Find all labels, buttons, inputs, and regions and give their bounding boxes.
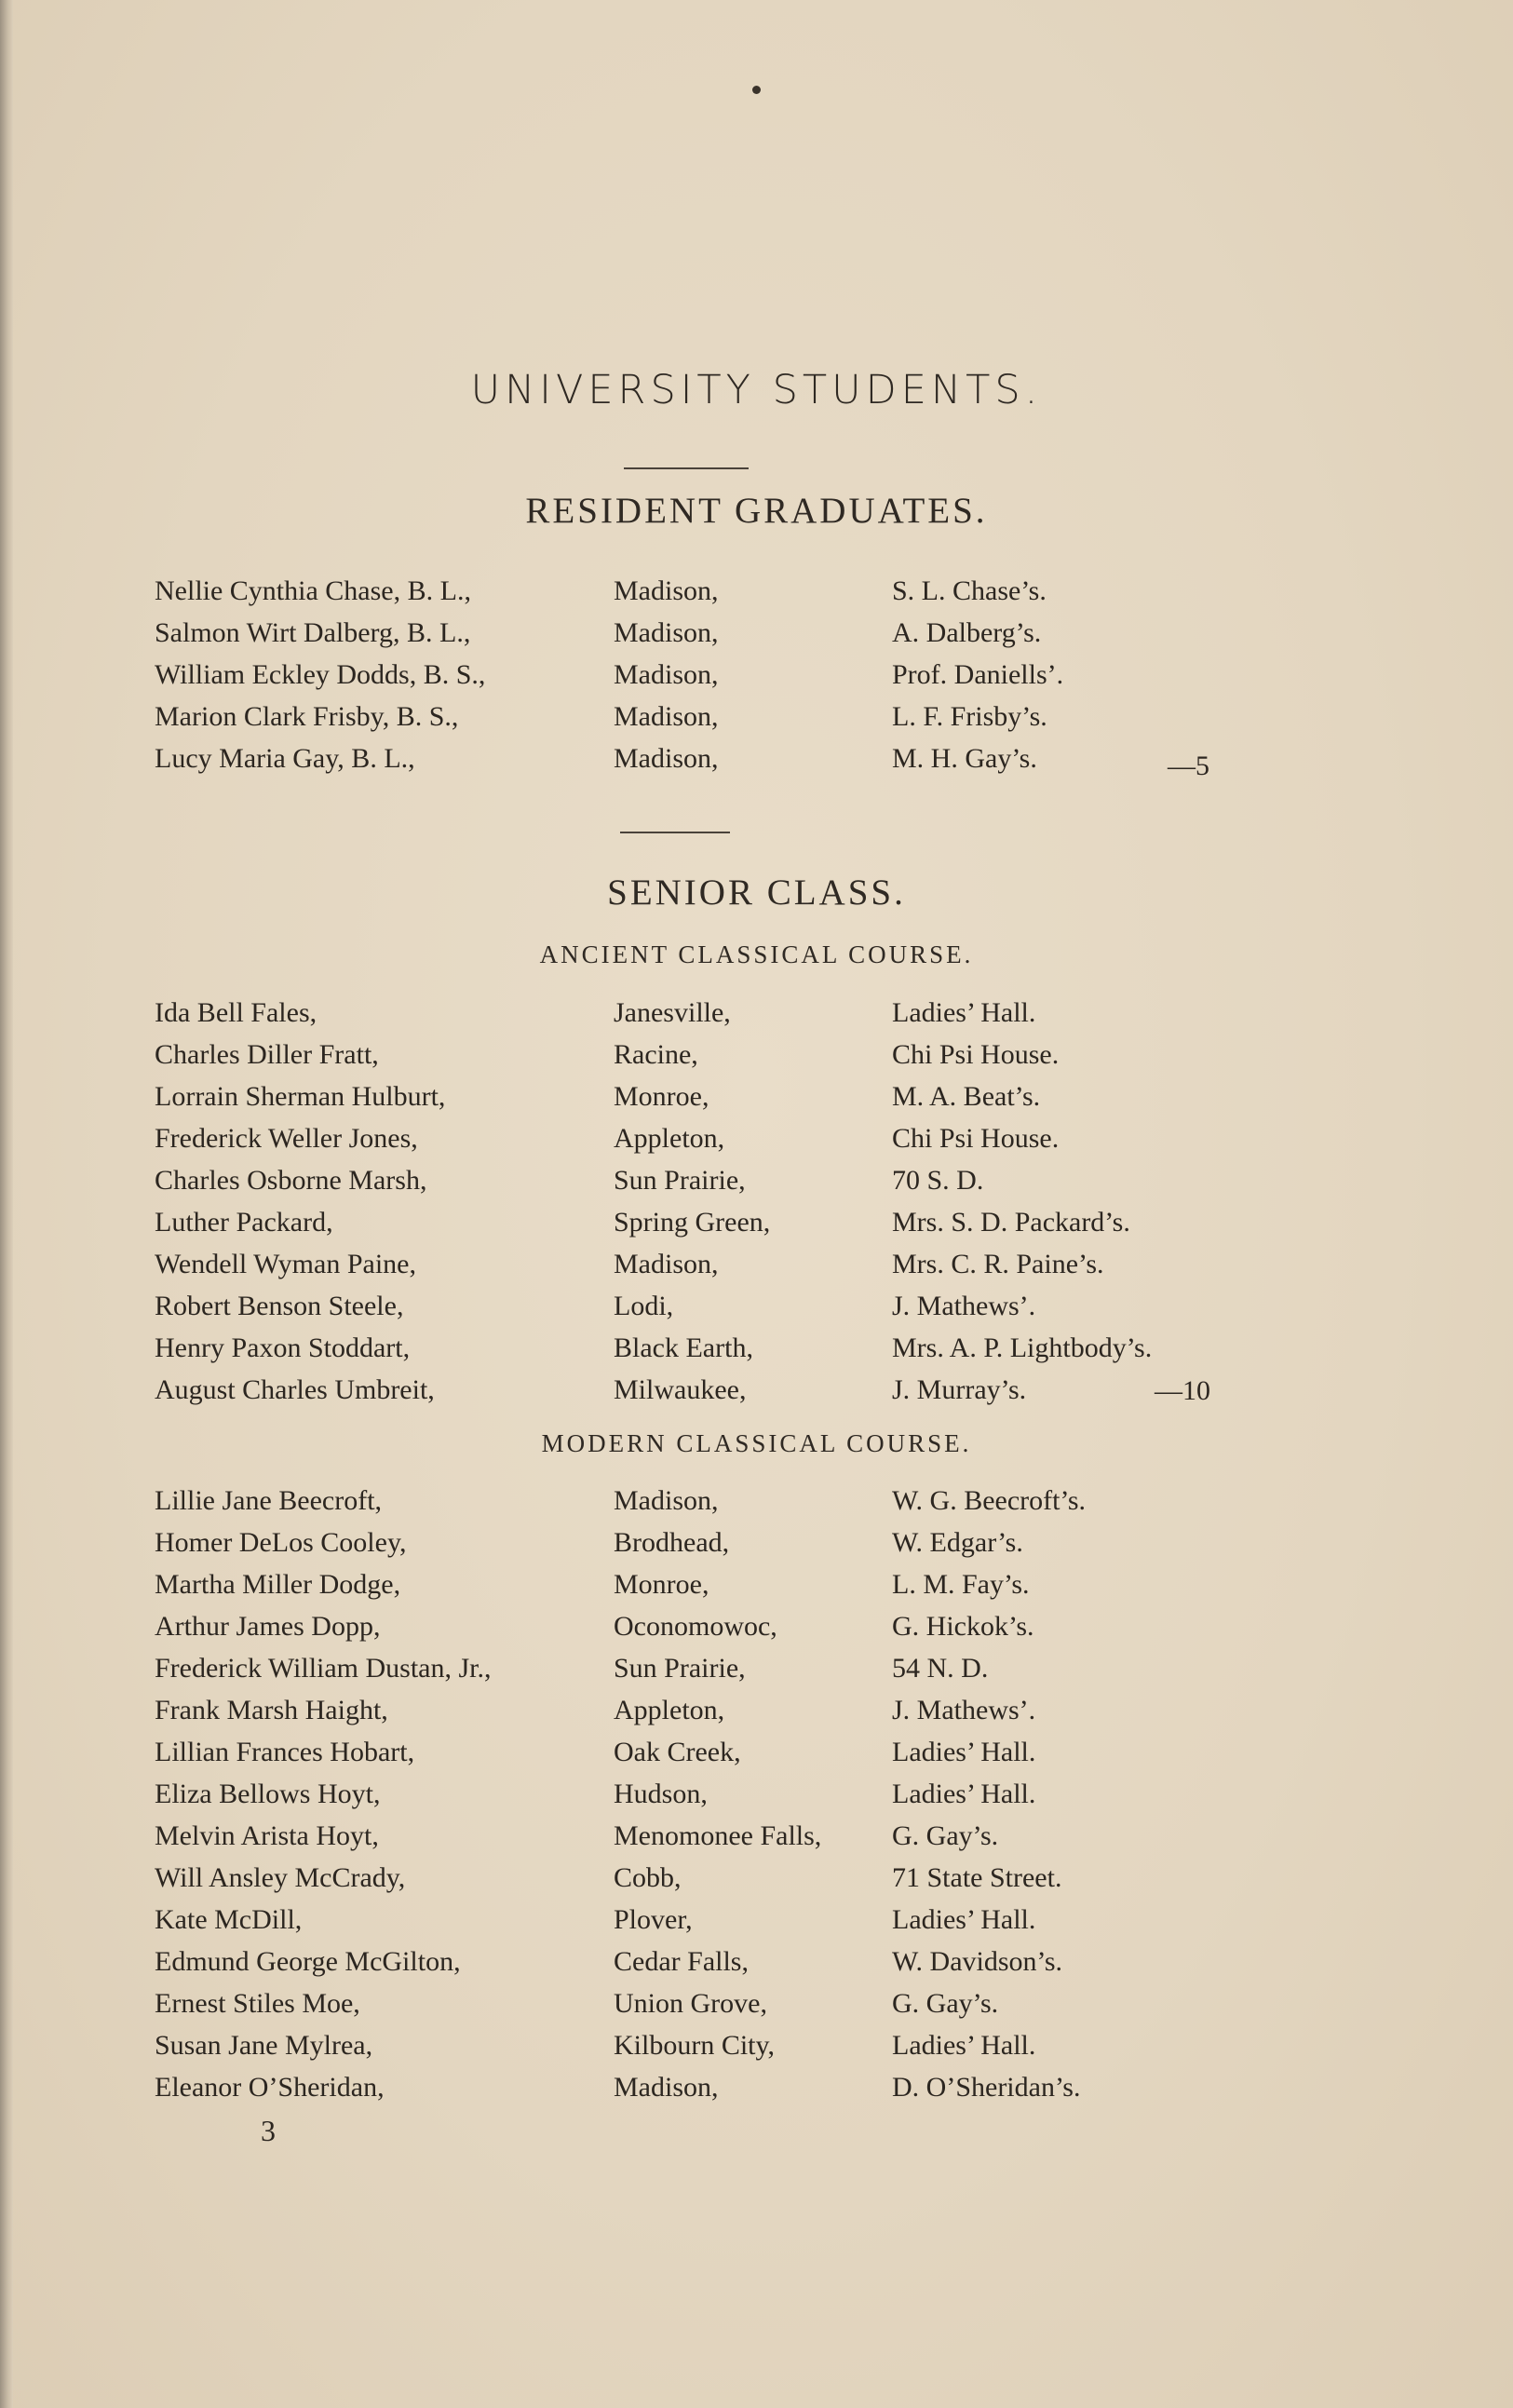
student-row	[0, 1118, 1513, 1159]
student-name: Martha Miller Dodge,	[155, 1569, 401, 1600]
student-town: Oconomowoc,	[614, 1611, 777, 1642]
student-residence: 70 S. D.	[892, 1165, 984, 1196]
student-town: Madison,	[614, 659, 719, 690]
student-residence: Chi Psi House.	[892, 1123, 1060, 1154]
student-residence: 54 N. D.	[892, 1653, 989, 1684]
student-residence: A. Dalberg’s.	[892, 617, 1042, 648]
student-name: Edmund George McGilton,	[155, 1946, 461, 1977]
student-name: William Eckley Dodds, B. S.,	[155, 659, 486, 690]
student-residence: Chi Psi House.	[892, 1039, 1060, 1070]
student-row	[0, 738, 1513, 779]
student-town: Monroe,	[614, 1081, 709, 1112]
student-row	[0, 2025, 1513, 2066]
student-row	[0, 1983, 1513, 2024]
section-rule	[624, 467, 749, 469]
student-town: Janesville,	[614, 997, 731, 1028]
student-residence: Prof. Daniells’.	[892, 659, 1064, 690]
ancient-course-heading: ANCIENT CLASSICAL COURSE.	[539, 940, 974, 968]
student-row	[0, 655, 1513, 696]
student-town: Menomonee Falls,	[614, 1820, 822, 1851]
page-title: UNIVERSITY STUDENTS.	[470, 367, 1043, 413]
student-town: Madison,	[614, 1249, 719, 1279]
student-residence: G. Gay’s.	[892, 1988, 999, 2019]
ink-dot	[752, 86, 761, 94]
student-row	[0, 1035, 1513, 1075]
student-row	[0, 993, 1513, 1034]
resident-count: —5	[1168, 751, 1209, 781]
student-town: Kilbourn City,	[614, 2030, 776, 2061]
student-town: Sun Prairie,	[614, 1165, 746, 1196]
student-name: Eleanor O’Sheridan,	[155, 2072, 385, 2103]
student-residence: D. O’Sheridan’s.	[892, 2072, 1081, 2103]
student-row	[0, 1522, 1513, 1563]
student-town: Sun Prairie,	[614, 1653, 746, 1684]
student-town: Plover,	[614, 1904, 693, 1935]
student-name: Susan Jane Mylrea,	[155, 2030, 373, 2061]
student-town: Union Grove,	[614, 1988, 767, 2019]
student-residence: J. Mathews’.	[892, 1291, 1036, 1321]
student-name: Lucy Maria Gay, B. L.,	[155, 743, 415, 774]
student-town: Cedar Falls,	[614, 1946, 749, 1977]
student-name: Arthur James Dopp,	[155, 1611, 381, 1642]
student-row	[0, 1076, 1513, 1117]
student-name: Luther Packard,	[155, 1207, 333, 1238]
student-row	[0, 1941, 1513, 1982]
student-row	[0, 1160, 1513, 1201]
student-town: Racine,	[614, 1039, 698, 1070]
student-name: Ernest Stiles Moe,	[155, 1988, 360, 2019]
student-residence: Mrs. S. D. Packard’s.	[892, 1207, 1130, 1238]
student-residence: Ladies’ Hall.	[892, 1904, 1036, 1935]
student-name: Frederick William Dustan, Jr.,	[155, 1653, 492, 1684]
resident-graduates-heading: RESIDENT GRADUATES.	[525, 491, 988, 531]
student-name: Frank Marsh Haight,	[155, 1695, 388, 1725]
student-row	[0, 1328, 1513, 1369]
student-name: Nellie Cynthia Chase, B. L.,	[155, 575, 471, 606]
student-residence: J. Mathews’.	[892, 1695, 1036, 1725]
student-name: Will Ansley McCrady,	[155, 1862, 406, 1893]
student-name: Eliza Bellows Hoyt,	[155, 1779, 381, 1809]
student-town: Lodi,	[614, 1291, 674, 1321]
student-row	[0, 1732, 1513, 1773]
student-town: Madison,	[614, 743, 719, 774]
student-town: Brodhead,	[614, 1527, 730, 1558]
modern-course-heading: MODERN CLASSICAL COURSE.	[541, 1429, 972, 1457]
student-residence: M. H. Gay’s.	[892, 743, 1037, 774]
student-town: Cobb,	[614, 1862, 682, 1893]
student-row	[0, 613, 1513, 654]
student-row	[0, 1774, 1513, 1815]
student-row	[0, 1606, 1513, 1647]
student-residence: Ladies’ Hall.	[892, 997, 1036, 1028]
student-row	[0, 2067, 1513, 2108]
student-residence: W. G. Beecroft’s.	[892, 1485, 1087, 1516]
student-residence: J. Murray’s.	[892, 1374, 1027, 1405]
student-row	[0, 1858, 1513, 1899]
student-row	[0, 1286, 1513, 1327]
student-row	[0, 1648, 1513, 1689]
student-residence: S. L. Chase’s.	[892, 575, 1047, 606]
student-row	[0, 571, 1513, 612]
student-residence: L. M. Fay’s.	[892, 1569, 1030, 1600]
student-town: Madison,	[614, 701, 719, 732]
student-town: Madison,	[614, 1485, 719, 1516]
student-town: Appleton,	[614, 1123, 725, 1154]
student-residence: Ladies’ Hall.	[892, 2030, 1036, 2061]
student-town: Spring Green,	[614, 1207, 771, 1238]
student-town: Monroe,	[614, 1569, 709, 1600]
student-residence: W. Davidson’s.	[892, 1946, 1063, 1977]
student-name: Ida Bell Fales,	[155, 997, 317, 1028]
student-row	[0, 1202, 1513, 1243]
student-residence: G. Gay’s.	[892, 1820, 999, 1851]
student-residence: 71 State Street.	[892, 1862, 1062, 1893]
student-name: Lorrain Sherman Hulburt,	[155, 1081, 446, 1112]
student-row	[0, 1900, 1513, 1941]
senior-class-heading: SENIOR CLASS.	[607, 873, 906, 913]
student-residence: G. Hickok’s.	[892, 1611, 1034, 1642]
student-town: Oak Creek,	[614, 1737, 741, 1767]
student-name: Robert Benson Steele,	[155, 1291, 404, 1321]
section-rule	[620, 832, 730, 833]
student-name: Marion Clark Frisby, B. S.,	[155, 701, 459, 732]
student-residence: Mrs. C. R. Paine’s.	[892, 1249, 1104, 1279]
student-residence: Ladies’ Hall.	[892, 1737, 1036, 1767]
student-row	[0, 1564, 1513, 1605]
student-row	[0, 697, 1513, 737]
student-town: Madison,	[614, 617, 719, 648]
student-town: Madison,	[614, 575, 719, 606]
student-residence: L. F. Frisby’s.	[892, 701, 1047, 732]
student-name: Kate McDill,	[155, 1904, 303, 1935]
student-town: Black Earth,	[614, 1333, 753, 1363]
student-name: Melvin Arista Hoyt,	[155, 1820, 379, 1851]
student-town: Milwaukee,	[614, 1374, 747, 1405]
student-town: Appleton,	[614, 1695, 725, 1725]
student-row	[0, 1690, 1513, 1731]
signature-mark: 3	[261, 2114, 276, 2147]
student-name: August Charles Umbreit,	[155, 1374, 435, 1405]
student-name: Charles Diller Fratt,	[155, 1039, 379, 1070]
student-town: Hudson,	[614, 1779, 708, 1809]
student-residence: W. Edgar’s.	[892, 1527, 1023, 1558]
student-row	[0, 1244, 1513, 1285]
student-name: Salmon Wirt Dalberg, B. L.,	[155, 617, 471, 648]
student-row	[0, 1370, 1513, 1411]
student-residence: Ladies’ Hall.	[892, 1779, 1036, 1809]
student-name: Frederick Weller Jones,	[155, 1123, 418, 1154]
student-name: Lillie Jane Beecroft,	[155, 1485, 383, 1516]
student-name: Homer DeLos Cooley,	[155, 1527, 407, 1558]
student-residence: Mrs. A. P. Lightbody’s.	[892, 1333, 1153, 1363]
student-town: Madison,	[614, 2072, 719, 2103]
student-row	[0, 1816, 1513, 1857]
student-row	[0, 1481, 1513, 1522]
ancient-count: —10	[1155, 1375, 1210, 1406]
student-name: Charles Osborne Marsh,	[155, 1165, 427, 1196]
student-residence: M. A. Beat’s.	[892, 1081, 1041, 1112]
student-name: Wendell Wyman Paine,	[155, 1249, 416, 1279]
student-name: Henry Paxon Stoddart,	[155, 1333, 411, 1363]
student-name: Lillian Frances Hobart,	[155, 1737, 415, 1767]
